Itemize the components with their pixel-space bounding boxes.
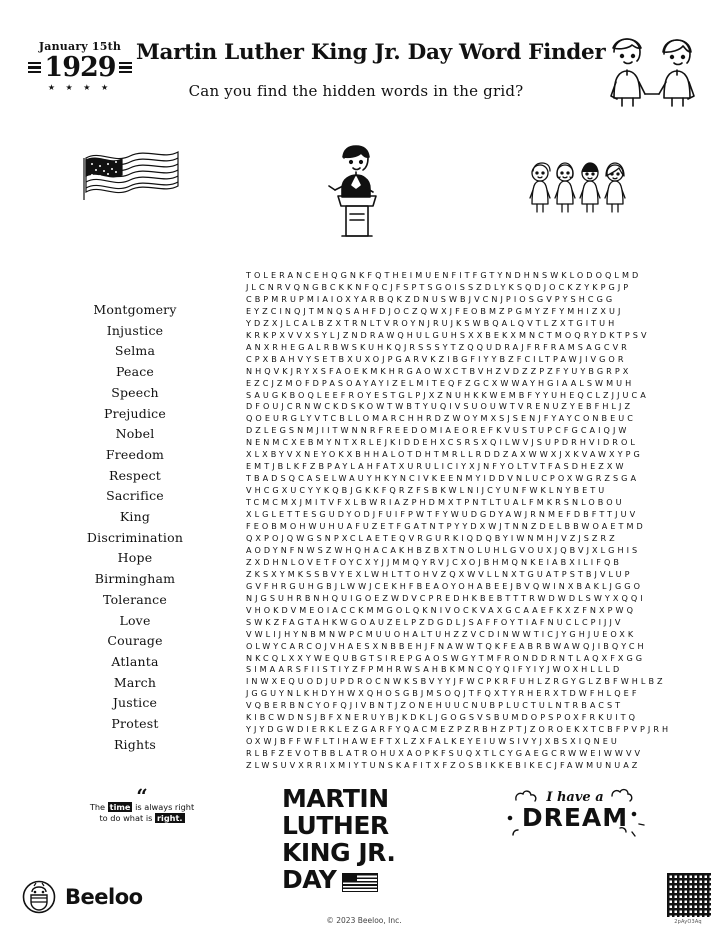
children-group-illustration: [528, 162, 638, 216]
grid-row: NJGSUHRBNHQUIGOEZWDVCPREDHKBEBTTTRWDWDLSWYXQQI: [246, 592, 646, 603]
grid-row: KIBCWDNSJBFXNERUYBJKDKLJGOGSVSBUMDOPSPOXFRKUITQ: [246, 712, 639, 723]
grid-row: JGGUYNLKHDYHWXQHOSGBJMSOQJTFQXTYRHERXTDWFHLQEF: [246, 688, 640, 699]
dream-line-1: I have a: [546, 790, 604, 805]
grid-row: ANXRHEGALRBWSKUHKQJRSSSYTZQQUDRAJFRFRAMSAGCVR: [246, 341, 630, 352]
list-item: Prejudice: [104, 405, 166, 421]
grid-row: JLCNRVQNGBCKKNFQCJFSPTSGOISSZDLYKSQDJOCKZYKPGJP: [246, 281, 632, 292]
list-item: Discrimination: [86, 529, 184, 545]
grid-row: ZXDHNLOVETFOYCXYJJMMQYRVJCXOJBHMQNKEIABXILIFQB: [246, 556, 622, 567]
i-have-a-dream-badge: [500, 790, 650, 831]
grid-row: NKCQLXXYWEQUBGTSIREPGAOSWGYTMFRONDDRNTLAQXFXGG: [246, 652, 646, 663]
list-item: March: [113, 674, 157, 690]
quote-mark-icon: “: [136, 784, 148, 808]
brand-block: [22, 880, 143, 914]
grid-row: SIMAARSFIISTIYZFPMHRWSAHBKMNCQYQIFYIYJWOXHLLLD: [246, 664, 623, 675]
quote-highlight-right: right.: [156, 813, 183, 823]
grid-row: ZKSXYMKSSBVYEXLWHLTTOHVZQXWVLLNXTGUATPSTBJVLUP: [246, 568, 633, 579]
grid-row: FEOBMOHWUHUAFUZETFGATNTPYYDXWJTNNZDELBBWOAETMD: [246, 521, 646, 532]
qr-label: 2pAyO3Aq: [674, 919, 702, 925]
grid-row: QXPOJQWGSNPXCLAETEQVRGURKIQDQBYIWNMHJVZJSZRZ: [246, 532, 618, 543]
list-item: Injustice: [106, 322, 164, 338]
grid-row: CBPMRUPMIAIOXYARBQKZDNUSWBJVCNJPIOSGVPYSHCGG: [246, 293, 616, 304]
list-item: Nobel: [115, 426, 155, 442]
grid-row: OLWYCARCOJVHAESXNBBEHJFNAWWTQKFEABRBWAWQJIBQYCH: [246, 640, 647, 651]
word-search-grid: [246, 270, 698, 772]
speaker-podium-illustration: [306, 140, 416, 250]
list-item: Rights: [113, 736, 157, 752]
grid-row: XLGLETTESGUDYODJFUIFPWTFYWUDGDYAWJRNMEFDBFTTJUV: [246, 509, 639, 520]
grid-row: NENMCXEBMYNTXRLEJKIDDEHXCSRSXQILWVJSUPDRHVIDROL: [246, 437, 638, 448]
mlk-logo-line-1: MARTIN: [282, 784, 389, 813]
year-row: [30, 54, 130, 81]
grid-row: SWKZFAGTAHKWGOAUZELPZDGDLJSAFFOYTIAFNUCLCPIJJV: [246, 616, 624, 627]
mlk-logo-line-4-row: [282, 867, 402, 892]
grid-row: TCMCMXJMITVFXLBWRIAZPHDMXTPNTLTUALFMKRSNLOBOU: [246, 497, 625, 508]
grid-row: AODYNFNWSZWHQHACAKHBZBXTNOLUHLGVOUXJQBVJXLGHIS: [246, 544, 641, 555]
mlk-logo-line-2: LUTHER: [282, 811, 389, 840]
grid-row: QOEURGLYVTCBLLOMARCHHRDZWOYMXSJSENJFYAYCONBEUC: [246, 413, 636, 424]
grid-row: TOLERANCEHQGNKFQTHEIMUENFITFGTYNDHNSWKLODOQLMD: [246, 270, 642, 280]
header-date: January 15th: [38, 40, 122, 53]
list-item: Atlanta: [111, 653, 159, 669]
grid-row: DFOUJCRNWCKDSKOWTWBTYUQIVSUOUWTVRENUZYEBFHLJZ: [246, 401, 634, 412]
grid-row: VHCGXUCYYKQBJGKKFQRZFSBKWLNIJCYUNFWKLNYBETU: [246, 485, 608, 496]
grid-row: SAUGKBOQLEEFROYESTGLPJXZNUHKKWEMBFYYUHEQCLZJJUCA: [246, 389, 649, 400]
list-item: Love: [119, 612, 151, 628]
quote-highlight-time: time: [109, 802, 131, 812]
grid-row: EYZCINQJTMNQSAHFDJOCZQWXJFEOBMZPGMYZFYMHIZXUJ: [246, 305, 624, 316]
list-item: Birmingham: [94, 571, 176, 587]
grid-row: YJYDGWDIERKLEZGARFYQACMEZPZRBHZPTJZOROEKXTCBFPVPJRH: [246, 724, 672, 735]
grid-row: TBADSQCASELWAUYHKYNCIVKEENMYIDDVNLUCPOXWGRZSGA: [246, 473, 640, 484]
list-item: Justice: [112, 695, 158, 711]
list-item: Respect: [108, 467, 162, 483]
mlk-logo-line-4: DAY: [282, 865, 337, 894]
grid-row: OXWJBFFWFLTIHAWEFTXLZXFALKEYEIUWSIVYJXBSXIQNEU: [246, 736, 620, 747]
left-bars-icon: [28, 62, 41, 74]
list-item: Protest: [111, 716, 159, 732]
date-block: [30, 40, 130, 92]
quote-block: [78, 784, 206, 824]
quote-line-2: [78, 813, 206, 824]
grid-row: EMTJBLKFZBPAYLAHFATXURULICIYXJNFYOLTVTFASDHEZXW: [246, 461, 627, 472]
grid-row: VWLIJHYNBMNWPCMUUOHALTUHZZVCDINWWTICJYGHJUEOXK: [246, 628, 637, 639]
copyright-text: © 2023 Beeloo, Inc.: [326, 916, 402, 925]
word-list: [60, 300, 210, 755]
list-item: Montgomery: [93, 302, 177, 317]
beeloo-logo-icon: [22, 880, 56, 914]
dream-line-2: DREAM: [521, 803, 629, 832]
grid-row: INWXEQUODJUPDROCNWKSBVYYJFWCPKRFUHLZRGYGLZBFWHLBZ: [246, 676, 666, 687]
grid-row: CPXBAHVYSETBXUXOJPGARVKZIBGFIYYBZFCILTPAWJIVGOR: [246, 353, 627, 364]
grid-row: KRKPXVVXSYLJZNDRAWQHULGUHSXXBEKXMNCTMOQRYDKTPSV: [246, 329, 650, 340]
list-item: Freedom: [105, 446, 165, 462]
grid-row: VHOKDVMEOIACCKMMGOLQKNIVOCKVAXGCAAEFKXZFNXPWQ: [246, 604, 636, 615]
grid-row: XLXBYVXNEYOKXBHHALOTDHTMRLLRDDZAXWWXJXKVAWXYPG: [246, 449, 643, 460]
grid-row: NHQVKJRYXSFAOEKMKHRGAOWXCTBVHZVDZZPZFYUYBGRPX: [246, 365, 632, 376]
quote-text-before: The: [89, 802, 108, 812]
grid-row: ZLWSUVXRRIXMIYTUNSKAFITXFZOSBIKKEBIKECJFAWMUNUAZ: [246, 760, 641, 771]
list-item: King: [119, 509, 151, 525]
right-bars-icon: [119, 62, 132, 74]
stars-decoration: ★ ★ ★ ★: [47, 83, 113, 92]
grid-row: VQBERBNCYOFQJIVBNTJZONEHUUCNUBPLUCTULNTRBACST: [246, 700, 624, 711]
grid-row: RLBFZEVOTBBLATROHUXAOPKFSUQXTLCYGAEGCRWWEIWWVV: [246, 748, 644, 759]
list-item: Tolerance: [103, 591, 167, 607]
mlk-day-logo: [282, 786, 402, 894]
brand-name: Beeloo: [65, 885, 143, 909]
mlk-logo-line-3: KING JR.: [282, 838, 396, 867]
page-title: Martin Luther King Jr. Day Word Finder: [136, 40, 606, 65]
list-item: Hope: [117, 550, 153, 566]
word-list-items: [60, 300, 210, 755]
page-subtitle: Can you find the hidden words in the grid?: [188, 82, 524, 100]
small-flag-icon: [342, 873, 378, 892]
quote-text-after: is always right: [132, 802, 195, 812]
grid-row: EZCJZMOFDPASOAYAYIZELMITEQFZGCXWWAYHGIAALSWMUH: [246, 377, 635, 388]
page-header: [0, 34, 728, 104]
list-item: Selma: [114, 343, 156, 359]
header-year: 1929: [44, 52, 116, 83]
us-flag-icon: [82, 148, 182, 210]
grid-row: GVFHRGUHGBJLWWJCEKHFBEAOYOHABEEJBVQWINXBAKLJGGO: [246, 580, 644, 591]
couple-illustration: [592, 30, 716, 108]
list-item: Courage: [107, 633, 163, 649]
grid-row: DZLEGSNMJIITWNNRFREEDOMIAEOREFKVUSTUPCFGCAIQJW: [246, 425, 630, 436]
qr-code-icon[interactable]: [666, 872, 712, 918]
list-item: Peace: [115, 364, 155, 380]
list-item: Sacrifice: [106, 488, 164, 504]
quote-text-before-2: to do what is: [99, 813, 155, 823]
quote-line-1: [78, 802, 206, 813]
list-item: Speech: [111, 384, 159, 400]
qr-block[interactable]: [666, 872, 710, 925]
grid-row: YDZXJLCALBZXTRNLTVROYNJRUJKSWBQALQVTLZXTGITUH: [246, 317, 618, 328]
